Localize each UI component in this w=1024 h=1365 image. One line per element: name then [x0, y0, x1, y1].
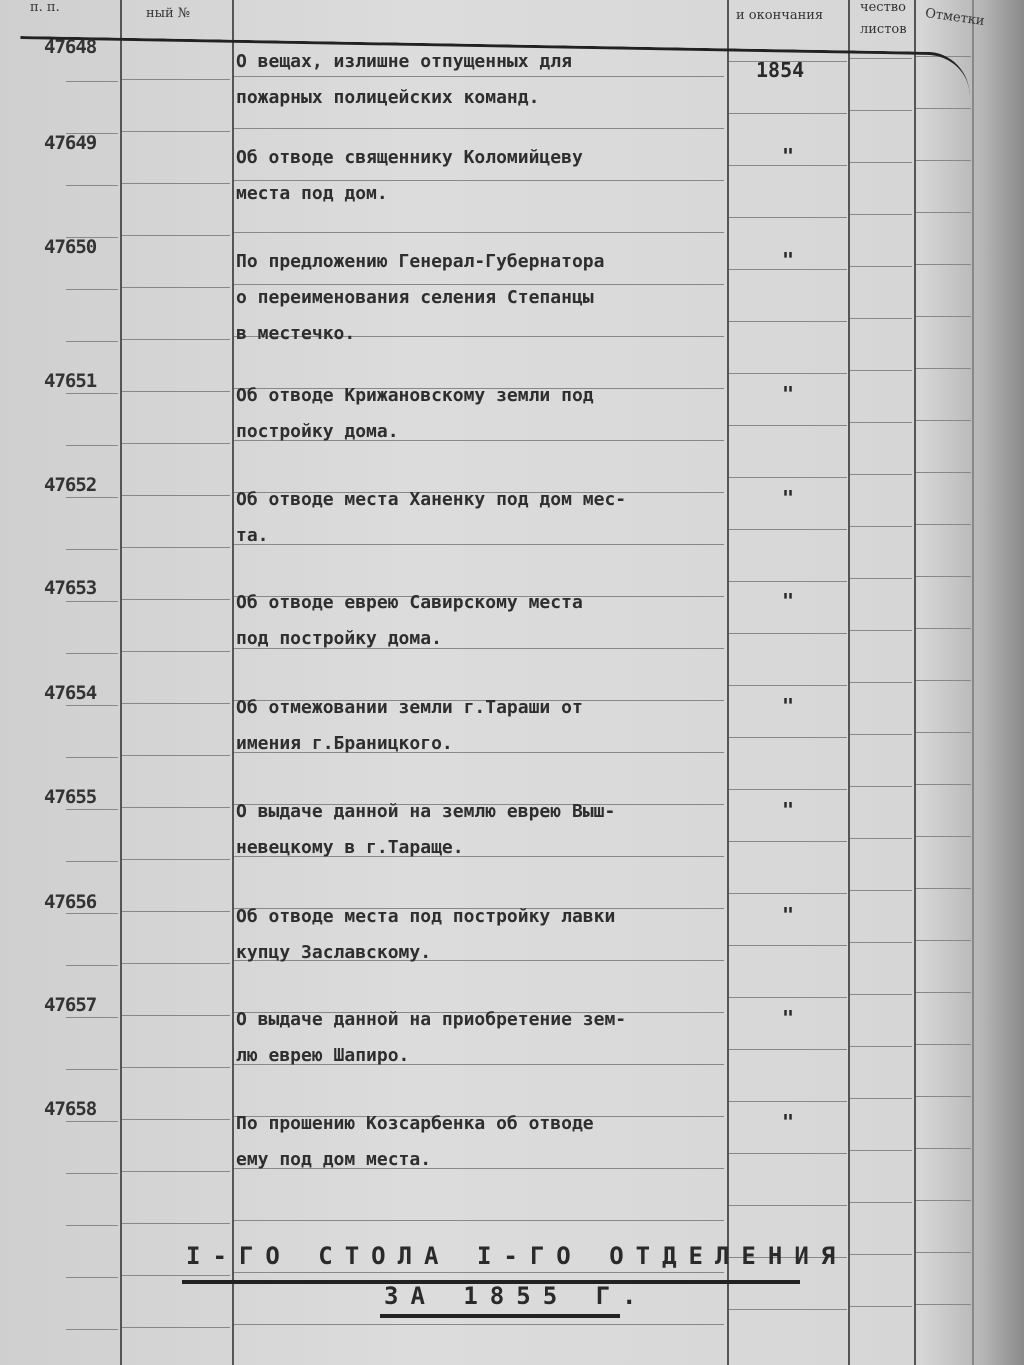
- ruled-line: [916, 316, 971, 317]
- entry-date: ": [782, 144, 795, 168]
- ruled-line: [850, 682, 912, 683]
- file-number: 47655: [44, 786, 97, 808]
- entry-title-line: купцу Заславскому.: [236, 942, 432, 963]
- entry-title-line: ему под дом места.: [236, 1149, 432, 1170]
- column-divider: [972, 0, 974, 1365]
- ruled-line: [850, 786, 912, 787]
- ruled-line: [122, 131, 230, 132]
- file-number: 47656: [44, 891, 97, 913]
- ruled-line: [729, 633, 847, 634]
- ruled-line: [729, 997, 847, 998]
- ruled-line: [729, 1101, 847, 1102]
- ruled-line: [122, 911, 230, 912]
- ruled-line: [916, 1200, 971, 1201]
- entry-title-line: постройку дома.: [236, 421, 399, 442]
- ruled-line: [66, 549, 118, 550]
- ruled-line: [234, 1220, 724, 1221]
- ruled-line: [234, 284, 724, 285]
- ruled-line: [850, 630, 912, 631]
- ruled-line: [850, 1098, 912, 1099]
- ruled-line: [916, 628, 971, 629]
- entry-title-line: невецкому в г.Таращe.: [236, 837, 464, 858]
- ruled-line: [729, 893, 847, 894]
- file-number: 47649: [44, 132, 97, 154]
- ruled-line: [916, 576, 971, 577]
- ruled-line: [729, 1153, 847, 1154]
- ruled-line: [916, 160, 971, 161]
- ruled-line: [850, 994, 912, 995]
- file-number: 47648: [44, 36, 97, 58]
- entry-title-line: в местечко.: [236, 323, 356, 344]
- ruled-line: [850, 266, 912, 267]
- file-number: 47650: [44, 236, 97, 258]
- entry-title-line: По предложению Генерал-Губернатора: [236, 251, 605, 272]
- ruled-line: [729, 1309, 847, 1310]
- ruled-line: [122, 339, 230, 340]
- ruled-line: [850, 578, 912, 579]
- ruled-line: [916, 524, 971, 525]
- ruled-line: [729, 113, 847, 114]
- ruled-line: [729, 425, 847, 426]
- ruled-line: [66, 757, 118, 758]
- ruled-line: [916, 992, 971, 993]
- ruled-line: [66, 1225, 118, 1226]
- ruled-line: [916, 940, 971, 941]
- ruled-line: [916, 836, 971, 837]
- ruled-line: [122, 1067, 230, 1068]
- ruled-line: [916, 1304, 971, 1305]
- ruled-line: [122, 703, 230, 704]
- entry-title-line: места под дом.: [236, 183, 388, 204]
- ruled-line: [66, 913, 118, 914]
- ruled-line: [234, 1324, 724, 1325]
- ruled-line: [850, 942, 912, 943]
- column-divider: [120, 0, 122, 1365]
- ruled-line: [122, 1327, 230, 1328]
- ruled-line: [729, 1205, 847, 1206]
- entry-title-line: имения г.Браницкого.: [236, 733, 453, 754]
- entry-title-line: о переименования селения Степанцы: [236, 287, 594, 308]
- file-number: 47651: [44, 370, 97, 392]
- ruled-line: [234, 232, 724, 233]
- ruled-line: [850, 370, 912, 371]
- ruled-line: [122, 547, 230, 548]
- ruled-line: [850, 1306, 912, 1307]
- ruled-line: [66, 341, 118, 342]
- ruled-line: [850, 1046, 912, 1047]
- ruled-line: [729, 217, 847, 218]
- ruled-line: [916, 472, 971, 473]
- ruled-line: [122, 651, 230, 652]
- column-divider: [848, 0, 850, 1365]
- header-number: п. п.: [30, 0, 60, 15]
- ruled-line: [122, 1275, 230, 1276]
- file-number: 47654: [44, 682, 97, 704]
- ruled-line: [850, 110, 912, 111]
- ruled-line: [729, 945, 847, 946]
- ruled-line: [729, 841, 847, 842]
- entry-title-line: Об отмежовании земли г.Тараши от: [236, 697, 583, 718]
- entry-title-line: Об отводе священнику Коломийцеву: [236, 147, 583, 168]
- ruled-line: [850, 526, 912, 527]
- entry-title-line: пожарных полицейских команд.: [236, 87, 540, 108]
- entry-date: ": [782, 1006, 795, 1030]
- ruled-line: [729, 529, 847, 530]
- ruled-line: [66, 861, 118, 862]
- header-sheets: чество: [860, 0, 906, 15]
- entry-title-line: Об отводе Крижановскому земли под: [236, 385, 594, 406]
- entry-date: ": [782, 903, 795, 927]
- entry-title-line: Об отводе места Ханенку под дом мес-: [236, 489, 627, 510]
- ruled-line: [850, 422, 912, 423]
- ruled-line: [729, 373, 847, 374]
- ruled-line: [122, 599, 230, 600]
- entry-title-line: Об отводе еврею Савирскому места: [236, 592, 583, 613]
- entry-date: ": [782, 694, 795, 718]
- ruled-line: [850, 474, 912, 475]
- ruled-line: [729, 477, 847, 478]
- ruled-line: [916, 680, 971, 681]
- ruled-line: [122, 391, 230, 392]
- ruled-line: [122, 443, 230, 444]
- ruled-line: [122, 963, 230, 964]
- ruled-line: [66, 965, 118, 966]
- entry-title-line: По прошению Козсарбенка об отводе: [236, 1113, 594, 1134]
- entry-title-line: О выдаче данной на приобретение зем-: [236, 1009, 627, 1030]
- ruled-line: [729, 685, 847, 686]
- ruled-line: [66, 497, 118, 498]
- entry-title-line: О выдаче данной на землю еврею Выш-: [236, 801, 616, 822]
- ruled-line: [122, 235, 230, 236]
- ruled-line: [234, 544, 724, 545]
- ruled-line: [122, 1015, 230, 1016]
- entry-date: ": [782, 1110, 795, 1134]
- ruled-line: [234, 180, 724, 181]
- ruled-line: [122, 495, 230, 496]
- ruled-line: [916, 1148, 971, 1149]
- file-number: 47658: [44, 1098, 97, 1120]
- ruled-line: [916, 1252, 971, 1253]
- footer-year: ЗА 1855 Г.: [384, 1282, 649, 1310]
- ruled-line: [729, 581, 847, 582]
- ruled-line: [66, 601, 118, 602]
- footer-title: I-ГО СТОЛА I-ГО ОТДЕЛЕНИЯ: [186, 1242, 848, 1270]
- file-number: 47653: [44, 577, 97, 599]
- ruled-line: [66, 445, 118, 446]
- ruled-line: [122, 287, 230, 288]
- entry-date: 1854: [756, 58, 805, 82]
- ruled-line: [234, 1272, 724, 1273]
- header-dates: и окончания: [736, 8, 824, 23]
- ruled-line: [122, 183, 230, 184]
- ruled-line: [729, 1049, 847, 1050]
- entry-title-line: Об отводе места под постройку лавки: [236, 906, 616, 927]
- ruled-line: [66, 1121, 118, 1122]
- header-notes: Отметки: [924, 5, 986, 30]
- ruled-line: [729, 321, 847, 322]
- entry-title-line: О вещах, излишне отпущенных для: [236, 51, 572, 72]
- ruled-line: [916, 212, 971, 213]
- ruled-line: [66, 393, 118, 394]
- ruled-line: [66, 1017, 118, 1018]
- header-sheets-2: листов: [860, 22, 907, 37]
- column-divider: [914, 0, 916, 1365]
- column-divider: [727, 0, 729, 1365]
- ruled-line: [850, 214, 912, 215]
- file-number: 47657: [44, 994, 97, 1016]
- ruled-line: [916, 888, 971, 889]
- ruled-line: [916, 1044, 971, 1045]
- ruled-line: [916, 420, 971, 421]
- header-file-number: ный №: [146, 6, 191, 21]
- entry-date: ": [782, 486, 795, 510]
- entry-date: ": [782, 798, 795, 822]
- ruled-line: [66, 81, 118, 82]
- file-number: 47652: [44, 474, 97, 496]
- underline: [380, 1314, 620, 1318]
- ruled-line: [122, 755, 230, 756]
- ruled-line: [916, 784, 971, 785]
- ruled-line: [122, 1119, 230, 1120]
- ruled-line: [122, 1171, 230, 1172]
- ruled-line: [850, 162, 912, 163]
- ruled-line: [916, 1096, 971, 1097]
- entry-title-line: под постройку дома.: [236, 628, 442, 649]
- ruled-line: [850, 890, 912, 891]
- ruled-line: [729, 737, 847, 738]
- column-divider: [232, 0, 234, 1365]
- entry-title-line: та.: [236, 525, 269, 546]
- ruled-line: [916, 108, 971, 109]
- ruled-line: [850, 1202, 912, 1203]
- ruled-line: [850, 734, 912, 735]
- ruled-line: [122, 807, 230, 808]
- entry-date: ": [782, 248, 795, 272]
- ruled-line: [916, 368, 971, 369]
- ruled-line: [66, 653, 118, 654]
- ruled-line: [729, 789, 847, 790]
- entry-date: ": [782, 589, 795, 613]
- ruled-line: [66, 289, 118, 290]
- ruled-line: [66, 705, 118, 706]
- ruled-line: [122, 1223, 230, 1224]
- ruled-line: [66, 809, 118, 810]
- ruled-line: [66, 1277, 118, 1278]
- ruled-line: [234, 128, 724, 129]
- entry-date: ": [782, 382, 795, 406]
- ruled-line: [66, 185, 118, 186]
- ruled-line: [66, 1329, 118, 1330]
- ruled-line: [850, 1150, 912, 1151]
- ruled-line: [122, 859, 230, 860]
- ruled-line: [850, 1254, 912, 1255]
- ruled-line: [916, 732, 971, 733]
- ruled-line: [66, 1069, 118, 1070]
- ruled-line: [66, 1173, 118, 1174]
- entry-title-line: лю еврею Шапиро.: [236, 1045, 410, 1066]
- ruled-line: [850, 318, 912, 319]
- ruled-line: [916, 264, 971, 265]
- ruled-line: [850, 838, 912, 839]
